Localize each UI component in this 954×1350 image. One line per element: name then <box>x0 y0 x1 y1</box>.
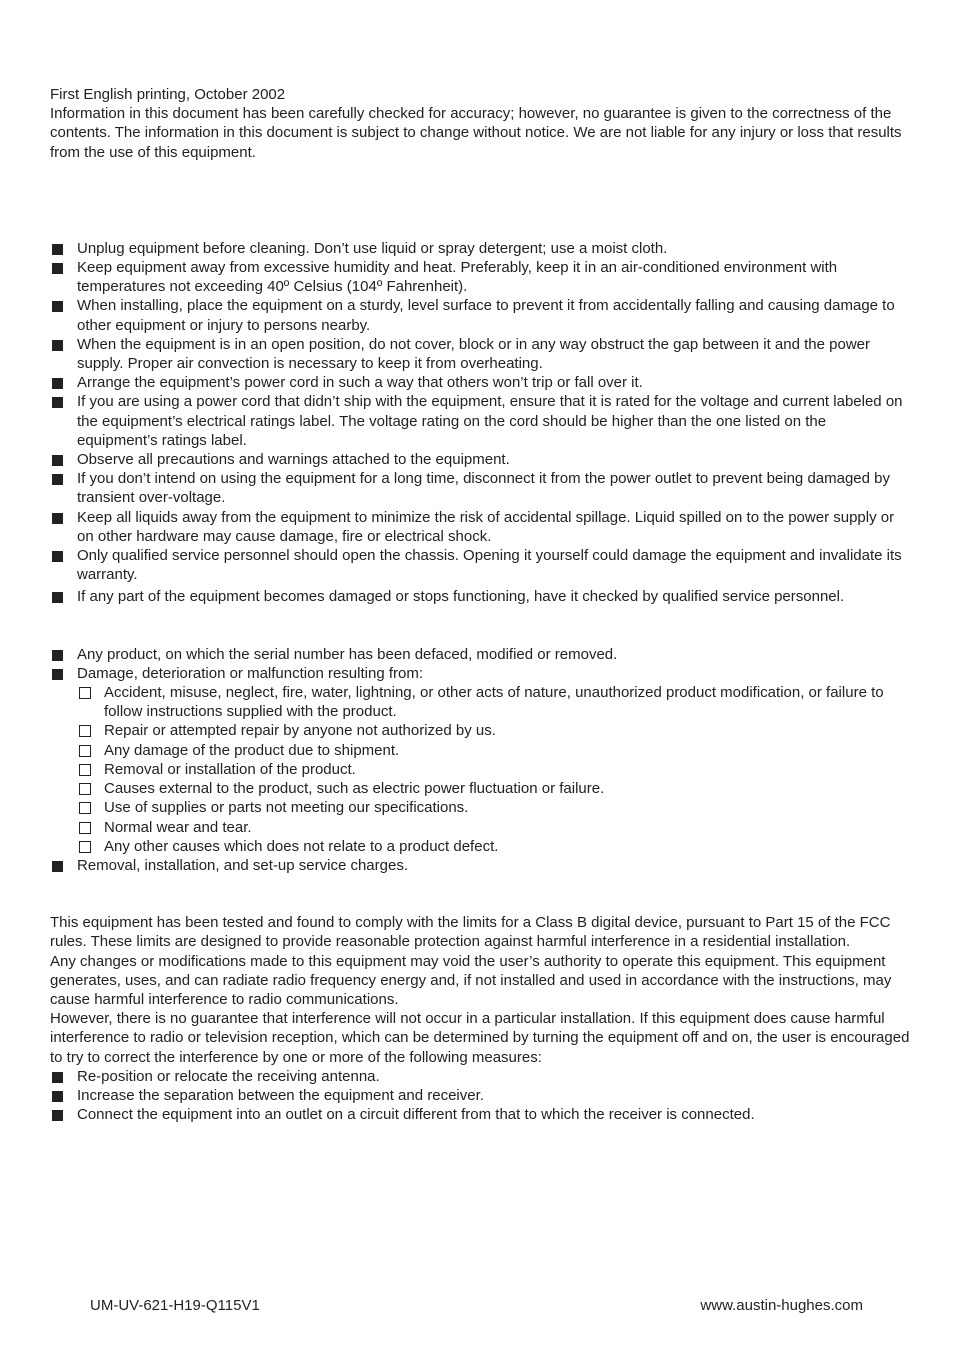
list-item: Arrange the equipment’s power cord in such a way that others won’t trip or fall over it. <box>50 373 910 392</box>
document-page <box>50 85 910 1124</box>
list-item: Connect the equipment into an outlet on a circuit different from that to which the receiver is connected. <box>50 1105 910 1124</box>
hollow-square-bullet-icon <box>79 764 91 776</box>
square-bullet-icon <box>52 1091 63 1102</box>
hollow-square-bullet-icon <box>79 687 91 699</box>
warranty-sub-list <box>50 683 910 856</box>
fcc-paragraph: However, there is no guarantee that interference will not occur in a particular installation. If this equipment does cause harmful interference to radio or television reception, which can be determined by turning the equipment off and on, the user is encouraged to try to correct the interference by one or more of the following measures: <box>50 1010 910 1066</box>
square-bullet-icon <box>52 301 63 312</box>
list-item: Unplug equipment before cleaning. Don’t use liquid or spray detergent; use a moist cloth. <box>50 239 910 258</box>
list-item: Re-position or relocate the receiving antenna. <box>50 1067 910 1086</box>
sub-list-item: Accident, misuse, neglect, fire, water, lightning, or other acts of nature, unauthorized product modification, or failure to follow instructions supplied with the product. <box>50 683 910 721</box>
square-bullet-icon <box>52 650 63 661</box>
list-item: Keep all liquids away from the equipment to minimize the risk of accidental spillage. Liquid spilled on to the power supply or on other hardware may cause damage, fire or electrical shock. <box>50 508 910 546</box>
square-bullet-icon <box>52 455 63 466</box>
printing-line: First English printing, October 2002 <box>50 86 286 103</box>
fcc-paragraph: Any changes or modifications made to this equipment may void the user’s authority to operate this equipment. This equipment generates, uses, and can radiate radio frequency energy and, if not installed and used in accordance with the instructions, may cause harmful interference to radio communications. <box>50 952 892 1008</box>
list-item: If you don’t intend on using the equipment for a long time, disconnect it from the power outlet to prevent being damaged by transient over-voltage. <box>50 469 910 507</box>
square-bullet-icon <box>52 397 63 408</box>
sub-list-item: Removal or installation of the product. <box>50 760 910 779</box>
list-item: Removal, installation, and set-up service charges. <box>50 856 910 875</box>
footer-website: www.austin-hughes.com <box>700 1297 863 1314</box>
square-bullet-icon <box>52 513 63 524</box>
sub-list-item: Repair or attempted repair by anyone not authorized by us. <box>50 721 910 740</box>
square-bullet-icon <box>52 861 63 872</box>
fcc-section <box>50 913 910 1124</box>
list-item: Only qualified service personnel should open the chassis. Opening it yourself could damage the equipment and invalidate its warranty. <box>50 546 910 584</box>
list-item: When the equipment is in an open position, do not cover, block or in any way obstruct the gap between it and the power supply. Proper air convection is necessary to keep it from overheating. <box>50 335 910 373</box>
hollow-square-bullet-icon <box>79 841 91 853</box>
sub-list-item: Any damage of the product due to shipment. <box>50 741 910 760</box>
sub-list-item: Use of supplies or parts not meeting our specifications. <box>50 798 910 817</box>
list-item: Increase the separation between the equipment and receiver. <box>50 1086 910 1105</box>
list-item: Observe all precautions and warnings attached to the equipment. <box>50 450 910 469</box>
fcc-measures-list <box>50 1067 910 1125</box>
disclaimer-paragraph: Information in this document has been carefully checked for accuracy; however, no guarantee is given to the correctness of the contents. The information in this document is subject to change without notice. We are not liable for any injury or loss that results from the use of this equipment. <box>50 105 902 161</box>
safety-list <box>50 239 910 607</box>
fcc-paragraph: This equipment has been tested and found to comply with the limits for a Class B digital device, pursuant to Part 15 of the FCC rules. These limits are designed to provide reasonable protection against harmful interference in a residential installation. <box>50 914 891 951</box>
list-item: Any product, on which the serial number has been defaced, modified or removed. <box>50 645 910 664</box>
square-bullet-icon <box>52 244 63 255</box>
hollow-square-bullet-icon <box>79 822 91 834</box>
square-bullet-icon <box>52 551 63 562</box>
footer-doc-code: UM-UV-621-H19-Q115V1 <box>90 1297 260 1314</box>
sub-list-item: Causes external to the product, such as electric power fluctuation or failure. <box>50 779 910 798</box>
square-bullet-icon <box>52 1110 63 1121</box>
list-item: If you are using a power cord that didn’t ship with the equipment, ensure that it is rated for the voltage and current labeled on the equipment’s electrical ratings label. The voltage rating on the cord should be higher than the one listed on the equipment’s ratings label. <box>50 392 910 450</box>
square-bullet-icon <box>52 474 63 485</box>
intro-section <box>50 85 910 162</box>
square-bullet-icon <box>52 263 63 274</box>
hollow-square-bullet-icon <box>79 745 91 757</box>
hollow-square-bullet-icon <box>79 802 91 814</box>
list-item: If any part of the equipment becomes damaged or stops functioning, have it checked by qualified service personnel. <box>50 587 910 606</box>
square-bullet-icon <box>52 1072 63 1083</box>
list-item: When installing, place the equipment on a sturdy, level surface to prevent it from accidentally falling and causing damage to other equipment or injury to persons nearby. <box>50 296 910 334</box>
hollow-square-bullet-icon <box>79 783 91 795</box>
sub-list-item: Any other causes which does not relate to a product defect. <box>50 837 910 856</box>
square-bullet-icon <box>52 669 63 680</box>
sub-list-item: Normal wear and tear. <box>50 818 910 837</box>
square-bullet-icon <box>52 378 63 389</box>
list-item: Keep equipment away from excessive humidity and heat. Preferably, keep it in an air-conditioned environment with temperatures not exceeding 40º Celsius (104º Fahrenheit). <box>50 258 910 296</box>
square-bullet-icon <box>52 592 63 603</box>
square-bullet-icon <box>52 340 63 351</box>
list-item: Damage, deterioration or malfunction resulting from: <box>50 664 910 683</box>
hollow-square-bullet-icon <box>79 725 91 737</box>
warranty-exclusions <box>50 645 910 875</box>
